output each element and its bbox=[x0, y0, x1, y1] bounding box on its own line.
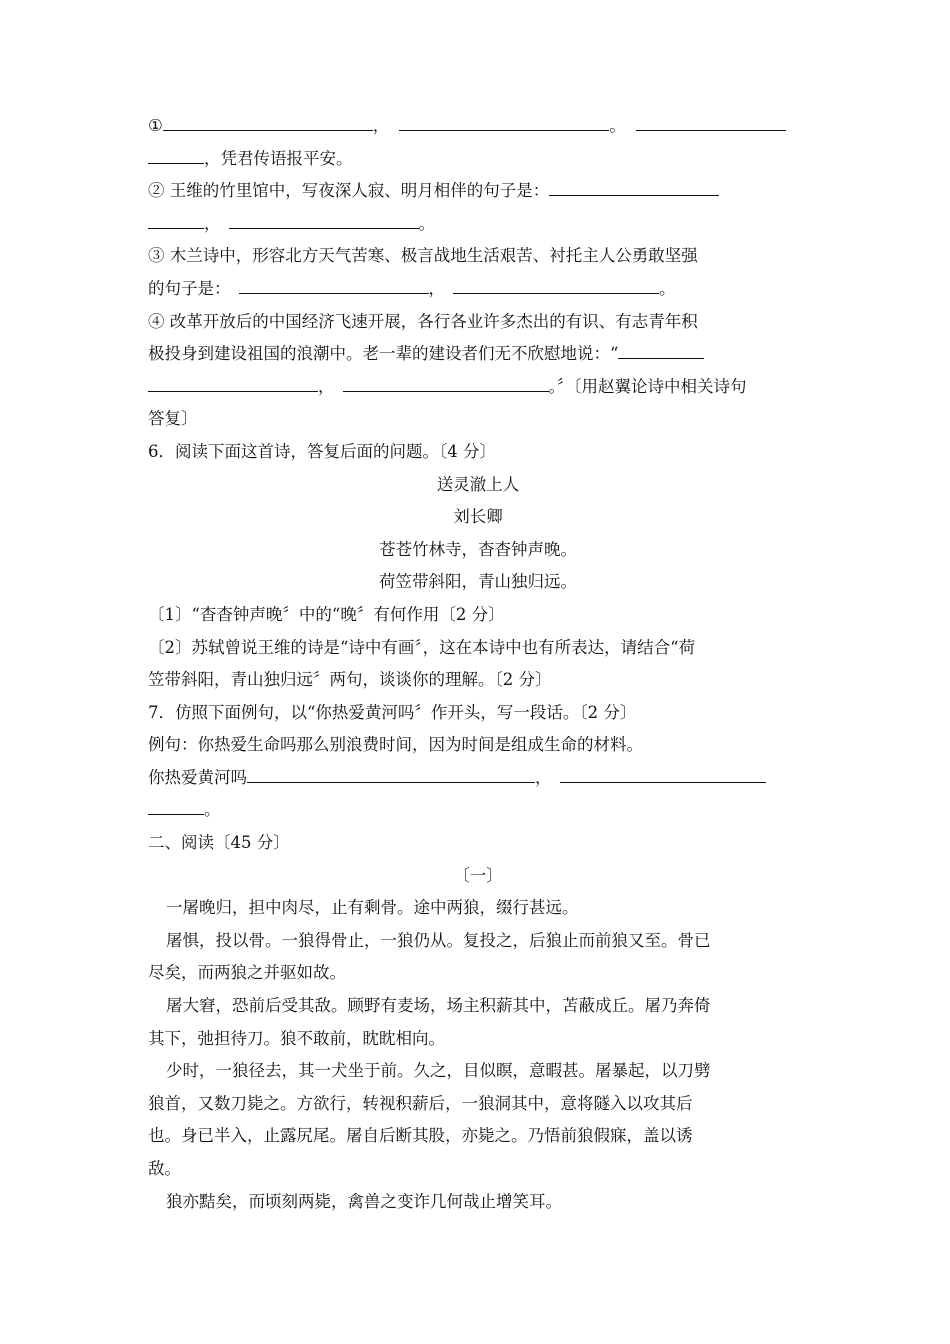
answer-blank[interactable] bbox=[148, 143, 204, 164]
q5-item4-line1 bbox=[148, 306, 808, 339]
item4-text: ④ 改革开放后的中国经济飞速开展，各行各业许多杰出的有识、有志青年积 bbox=[148, 311, 698, 331]
paragraph: 少时，一狼径去，其一犬坐于前。久之，目似瞑，意暇甚。屠暴起，以刀劈 bbox=[166, 1061, 711, 1081]
paragraph: 尽矣，而两狼之并驱如故。 bbox=[148, 963, 346, 983]
item3-text: ③ 木兰诗中，形容北方天气苦寒、极言战地生活艰苦、衬托主人公勇敢坚强 bbox=[148, 246, 698, 266]
answer-blank[interactable] bbox=[343, 371, 549, 392]
item2-text: ② 王维的竹里馆中，写夜深人寂、明月相伴的句子是： bbox=[148, 181, 550, 201]
answer-blank[interactable] bbox=[148, 794, 204, 815]
q5-item3-line1 bbox=[148, 240, 808, 273]
punct: 。 bbox=[204, 800, 221, 820]
q6-sub2-line2: 笠带斜阳，青山独归远〞两句，谈谈你的理解。〔2 分〕 bbox=[148, 670, 552, 690]
paragraph: 屠惧，投以骨。一狼得骨止，一狼仍从。复投之，后狼止而前狼又至。骨已 bbox=[166, 930, 711, 950]
paragraph: 狼亦黠矣，而顷刻两毙，禽兽之变诈几何哉止增笑耳。 bbox=[166, 1191, 562, 1211]
q5-item4-line3 bbox=[148, 371, 808, 404]
q6-sub2-line1: 〔2〕苏轼曾说王维的诗是“诗中有画〞，这在本诗中也有所表达，请结合“荷 bbox=[148, 637, 696, 657]
answer-blank[interactable] bbox=[229, 208, 419, 229]
answer-blank[interactable] bbox=[163, 110, 373, 131]
answer-blank[interactable] bbox=[399, 110, 609, 131]
punct: ， bbox=[428, 278, 445, 298]
q7-heading: 7．仿照下面例句，以“你热爱黄河吗〞作开头，写一段话。〔2 分〕 bbox=[148, 702, 637, 722]
q5-item2-line1 bbox=[148, 175, 808, 208]
answer-prefix: 你热爱黄河吗 bbox=[148, 767, 247, 787]
answer-blank[interactable] bbox=[239, 273, 429, 294]
paragraph: 其下，弛担待刀。狼不敢前，眈眈相向。 bbox=[148, 1028, 445, 1048]
punct: 。 bbox=[418, 213, 435, 233]
q5-item2-line2 bbox=[148, 208, 808, 241]
q6-sub1: 〔1〕“杳杳钟声晚〞中的“晚〞有何作用〔2 分〕 bbox=[148, 604, 505, 624]
item4-tail: 。〞〔用赵翼论诗中相关诗句 bbox=[548, 376, 747, 396]
item3-prefix: 的句子是： bbox=[148, 278, 231, 298]
answer-blank[interactable] bbox=[148, 208, 204, 229]
item1-tail: ，凭君传语报平安。 bbox=[204, 148, 353, 168]
poem-author: 刘长卿 bbox=[453, 507, 503, 527]
item1-mark: ① bbox=[148, 116, 163, 135]
q5-item1-line2 bbox=[148, 143, 808, 176]
q6-heading: 6．阅读下面这首诗，答复后面的问题。〔4 分〕 bbox=[148, 441, 496, 461]
item4-text: 极投身到建设祖国的浪潮中。老一辈的建设者们无不欣慰地说：“ bbox=[148, 344, 619, 364]
q5-item4-line2 bbox=[148, 338, 808, 371]
poem-title: 送灵澈上人 bbox=[436, 474, 520, 494]
poem-line: 苍苍竹林寺，杳杳钟声晚。 bbox=[379, 539, 577, 559]
part-title: 〔一〕 bbox=[453, 865, 503, 885]
punct: ， bbox=[318, 376, 335, 396]
q5-item3-line2 bbox=[148, 273, 808, 306]
answer-blank[interactable] bbox=[247, 762, 535, 783]
paragraph: 也。身已半入，止露尻尾。屠自后断其股，亦毙之。乃悟前狼假寐，盖以诱 bbox=[148, 1126, 693, 1146]
answer-blank[interactable] bbox=[618, 338, 704, 359]
q5-item4-line4 bbox=[148, 403, 808, 436]
paragraph: 狼首，又数刀毙之。方欲行，转视积薪后，一狼洞其中，意将隧入以攻其后 bbox=[148, 1093, 693, 1113]
paragraph: 屠大窘，恐前后受其敌。顾野有麦场，场主积薪其中，苫蔽成丘。屠乃奔倚 bbox=[166, 996, 711, 1016]
punct: ， bbox=[535, 767, 552, 787]
section2-heading: 二、阅读〔45 分〕 bbox=[148, 833, 290, 853]
q7-answer-line2 bbox=[148, 794, 808, 827]
answer-blank[interactable] bbox=[549, 175, 719, 196]
answer-blank[interactable] bbox=[560, 762, 766, 783]
paragraph: 敌。 bbox=[148, 1159, 181, 1178]
paragraph: 一屠晚归，担中肉尽，止有剩骨。途中两狼，缀行甚远。 bbox=[166, 898, 579, 918]
item4-text: 答复〕 bbox=[148, 409, 198, 429]
punct: 。 bbox=[659, 278, 676, 298]
answer-blank[interactable] bbox=[453, 273, 659, 294]
answer-blank[interactable] bbox=[636, 110, 786, 131]
answer-blank[interactable] bbox=[148, 371, 318, 392]
punct: ， bbox=[204, 213, 221, 233]
poem-line: 荷笠带斜阳，青山独归远。 bbox=[379, 572, 577, 592]
punct: ， bbox=[372, 116, 390, 135]
q5-item1-line1 bbox=[148, 110, 808, 143]
punct: 。 bbox=[609, 116, 626, 135]
document-page bbox=[148, 110, 808, 1218]
q7-example: 例句：你热爱生命吗那么别浪费时间，因为时间是组成生命的材料。 bbox=[148, 735, 643, 755]
q7-answer-line1 bbox=[148, 762, 808, 795]
